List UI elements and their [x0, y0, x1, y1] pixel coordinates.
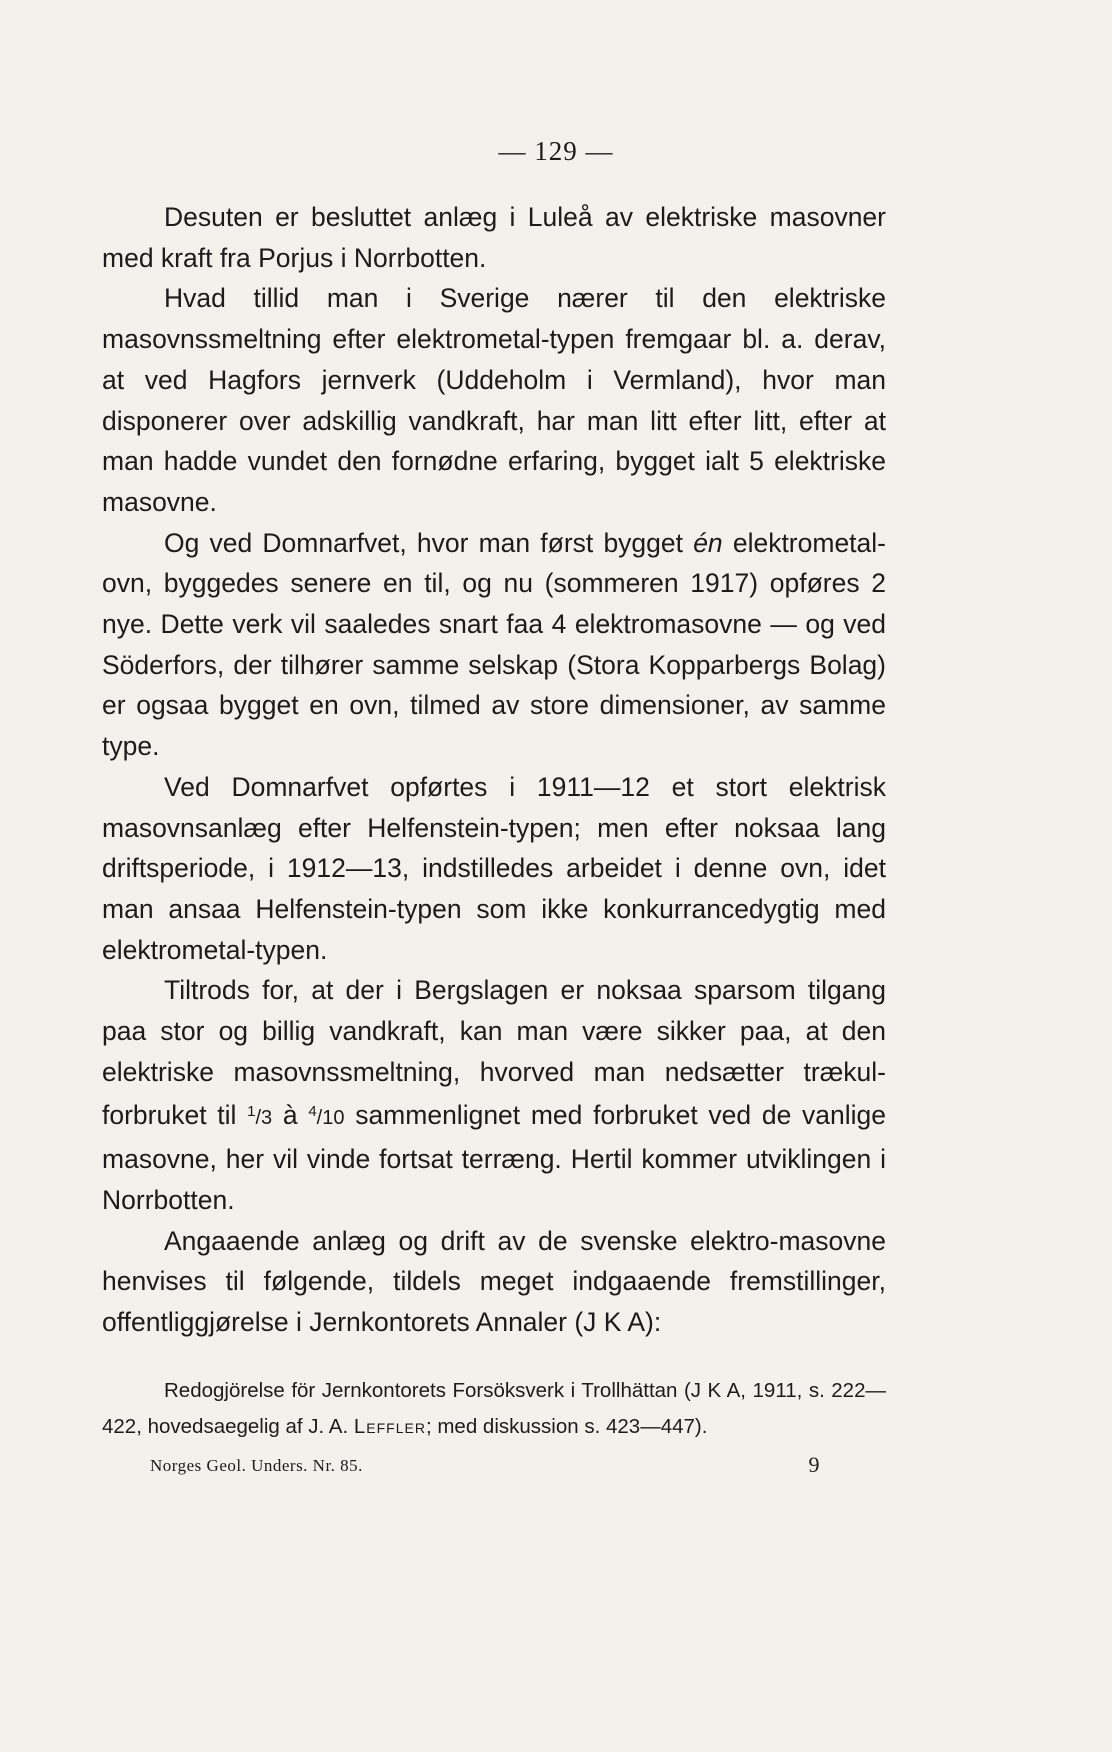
fraction-four-tenths: [308, 1103, 345, 1130]
paragraph-domnarfvet-text-2: elektrometal-ovn, byggedes senere en til, og nu (sommeren 1917) opføres 2 nye. Dette verk vil saaledes snart faa 4 elektromasovne — og ved Söderfors, der tilhører samme selskap (Stora Kopparbergs Bolag) er ogsaa bygget en ovn, tilmed av store dimensioner, av samme type.: [102, 527, 886, 762]
reference-note: [102, 1373, 886, 1445]
fraction-four-tenths-numerator: 4: [308, 1103, 317, 1121]
fraction-one-third-numerator: 1: [247, 1103, 256, 1121]
paragraph-helfenstein: Ved Domnarfvet opførtes i 1911—12 et stort elektrisk masovnsanlæg efter Helfenstein-typen; men efter noksaa lang driftsperiode, i 1912—13, indstilledes arbeidet i denne ovn, idet man ansaa Helfenstein-typen som ikke konkurrancedygtig med elektrometal-typen.: [102, 771, 886, 965]
reference-text-1: Redogjörelse för Jernkontorets Forsöksverk i Trollhättan (J K A, 1911, s. 222—422, hovedsaegelig af J. A.: [102, 1379, 886, 1438]
paragraph-hagfors: Hvad tillid man i Sverige nærer til den elektriske masovnssmeltning efter elektrometal-typen fremgaar bl. a. derav, at ved Hagfors jernverk (Uddeholm i Vermland), hvor man disponerer over adskillig vandkraft, har man litt efter litt, efter at man hadde vundet den fornødne erfaring, bygget ialt 5 elektriske masovne.: [102, 283, 886, 517]
reference-entry: [102, 1373, 886, 1445]
paragraph-references-intro: Angaaende anlæg og drift av de svenske elektro-masovne henvises til følgende, tildels meget indgaaende fremstillinger, offentliggjørelse i Jernkontorets Annaler (J K A):: [102, 1225, 886, 1337]
body-text: [102, 197, 886, 1343]
paragraph-bergslagen-text-1: Tiltrods for, at der i Bergslagen er noksaa sparsom tilgang paa stor og billig vandkraft, kan man være sikker paa, at den elektriske masovnssmeltning, hvorved man nedsætter trækul-forbruket til: [102, 975, 886, 1131]
fraction-one-third-denominator: /3: [255, 1107, 273, 1130]
series-signature: Norges Geol. Unders. Nr. 85.: [150, 1456, 363, 1475]
reference-author: Leffler: [353, 1415, 426, 1438]
emphasis-en: én: [693, 527, 723, 558]
paragraph-lulea: Desuten er besluttet anlæg i Luleå av elektriske masovner med kraft fra Porjus i Norrbotten.: [102, 202, 886, 273]
paragraph-bergslagen-text-3: sammenlignet med forbruket ved de vanlige masovne, her vil vinde fortsat terræng. Hertil kommer utviklingen i Norrbotten.: [102, 1100, 886, 1215]
paragraph-bergslagen-text-2: à: [272, 1100, 309, 1131]
paragraph-domnarfvet-text-1: Og ved Domnarfvet, hvor man først bygget: [164, 527, 694, 558]
paragraph-domnarfvet: [102, 523, 886, 767]
page-number: — 129 —: [498, 136, 614, 166]
paragraph-bergslagen: [102, 970, 886, 1220]
sheet-signature: 9: [808, 1452, 820, 1477]
reference-text-2: ; med diskussion s. 423—447).: [425, 1415, 708, 1438]
fraction-four-tenths-denominator: /10: [316, 1107, 345, 1130]
fraction-one-third: [247, 1103, 273, 1130]
